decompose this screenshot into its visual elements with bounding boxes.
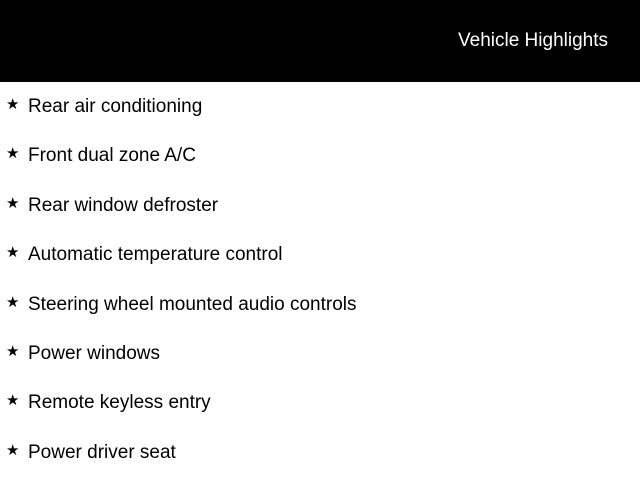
star-icon: ★ (6, 440, 20, 459)
header-bar (0, 0, 640, 82)
feature-label: Power driver seat (28, 441, 176, 463)
feature-label: Rear air conditioning (28, 96, 203, 117)
page-title: Vehicle Highlights (458, 30, 608, 51)
feature-label: Rear window defroster (28, 194, 219, 216)
feature-label: Steering wheel mounted audio controls (28, 293, 357, 315)
feature-label: Front dual zone A/C (28, 145, 196, 167)
list-item (0, 131, 640, 180)
feature-label: Remote keyless entry (28, 392, 211, 414)
star-icon: ★ (6, 243, 20, 262)
star-icon: ★ (6, 144, 20, 163)
star-icon: ★ (6, 341, 20, 360)
list-item (0, 280, 640, 329)
list-item (0, 378, 640, 427)
star-icon: ★ (6, 193, 20, 212)
feature-label: Power windows (28, 342, 160, 364)
list-item (0, 181, 640, 230)
star-icon: ★ (6, 95, 20, 113)
list-item (0, 428, 640, 477)
star-icon: ★ (6, 391, 20, 410)
feature-list (0, 82, 640, 477)
star-icon: ★ (6, 292, 20, 311)
list-item (0, 329, 640, 378)
list-item (0, 82, 640, 131)
list-item (0, 230, 640, 279)
feature-label: Automatic temperature control (28, 244, 283, 266)
